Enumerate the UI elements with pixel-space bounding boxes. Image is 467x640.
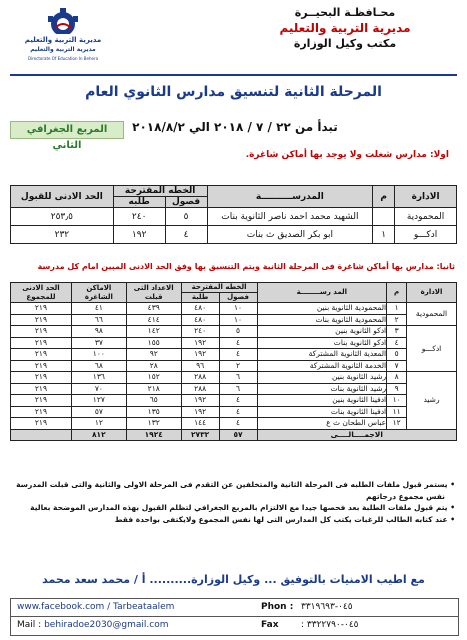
header-classes: فصول	[219, 293, 257, 303]
directorate-name: مديرية التربية والتعليم	[279, 21, 411, 35]
header-classes: فصول	[165, 197, 207, 208]
cell-num: ٢	[387, 314, 407, 326]
table-row	[11, 349, 457, 361]
governorate-name: محـافظـة البحيــرة	[294, 6, 396, 19]
cell-admin: المحمودية	[395, 208, 457, 226]
cell-min: ٢١٩	[11, 418, 72, 430]
total-classes: ٥٧	[219, 429, 257, 441]
cell-vacant: ٧٠	[71, 383, 126, 395]
cell-min: ٢٣٢	[11, 226, 114, 244]
cell-vacant: ٦٨	[71, 360, 126, 372]
cell-num: ٧	[387, 360, 407, 372]
total-min	[11, 429, 72, 441]
mail-address[interactable]: behiradoe2030@gmail.com	[44, 620, 169, 630]
cell-min: ٢١٩	[11, 337, 72, 349]
cell-school: المحمودية الثانوية بنات	[257, 314, 387, 326]
cell-vacant: ٦٦	[71, 314, 126, 326]
logo-title: مديرية التربية والتعليم	[24, 36, 102, 44]
total-accepted: ١٩٢٤	[126, 429, 181, 441]
cell-students: ٢٤٠	[113, 208, 165, 226]
table-row	[11, 418, 457, 430]
header-divider	[10, 74, 457, 76]
list-item: • يستمر قبول ملفات الطلبه فى المرحلة الثانية والمتخلفين عن التقدم فى المرحلة الاولى والثانية والتى قبلت المدرسة	[15, 479, 455, 491]
cell-min: ٢١٩	[11, 314, 72, 326]
cell-vacant: ١٠٠	[71, 349, 126, 361]
total-students: ٢٧٣٢	[181, 429, 219, 441]
directorate-logo	[18, 6, 108, 70]
list-item: • عند كتابه الطالب للرغبات يكتب كل المدارس التى لها نفس المجموع ولايكتفى بواحدة فقط	[15, 514, 455, 526]
cell-students: ٢٨٨	[181, 372, 219, 384]
table-row	[11, 226, 457, 244]
cell-students: ١٩٢	[181, 406, 219, 418]
cell-students: ٤٨٠	[181, 303, 219, 315]
cell-min: ٢١٩	[11, 383, 72, 395]
cell-students: ١٩٢	[181, 349, 219, 361]
cell-vacant: ٩٨	[71, 326, 126, 338]
header-num: م	[373, 186, 395, 208]
cell-school: الخدمة الثانوية المشتركة	[257, 360, 387, 372]
cell-school: رشيد الثانوية بنات	[257, 383, 387, 395]
cell-num: ١٠	[387, 395, 407, 407]
facebook-link[interactable]: www.facebook.com / Tarbeataalem	[17, 602, 175, 612]
cell-school: ادكو الثانوية بنات	[257, 337, 387, 349]
cell-students: ١٤٤	[181, 418, 219, 430]
cell-vacant: ٣٧	[71, 337, 126, 349]
header	[0, 0, 467, 74]
fax-label: Fax	[261, 620, 279, 630]
section-two-note: ثانيا: مدارس بها أماكن شاغرة فى المرحلة الثانية ويتم التنسيق بها وفق الحد الادنى المبين امام كل مدرسة	[37, 262, 455, 271]
notes-list	[15, 479, 455, 525]
header-plan: الخطه المقترحة	[181, 283, 257, 293]
list-item: نفس مجموع درجاتهم	[366, 491, 445, 501]
cell-min: ٢١٩	[11, 395, 72, 407]
signature-line: مع اطيب الامنيات بالتوفيق ... وكيل الوزارة.......... أ / محمد سعد محمد	[42, 573, 425, 586]
cell-min: ٢١٩	[11, 360, 72, 372]
cell-students: ٢٨٨	[181, 383, 219, 395]
cell-accepted: ٤١٤	[126, 314, 181, 326]
cell-classes: ٤	[219, 395, 257, 407]
cell-students: ١٩٢	[181, 395, 219, 407]
cell-num: ٥	[387, 349, 407, 361]
header-text	[245, 6, 445, 50]
table-row	[11, 208, 457, 226]
cell-classes: ٤	[219, 418, 257, 430]
header-vacant: الاماكن الشاغرة	[71, 283, 126, 303]
cell-num: ٩	[387, 383, 407, 395]
cell-min: ٢١٩	[11, 326, 72, 338]
list-item: • يتم قبول ملفات الطلبة بعد فحصها جيدا مع الالتزام بالمربع الجغرافي لتظلم القبول بهذه المدارس الموضحة بعالية	[15, 502, 455, 514]
cell-classes: ٥	[165, 208, 207, 226]
cell-students: ٢٤٠	[181, 326, 219, 338]
geo-box-label: المربع الجغرافي الثاني	[10, 121, 124, 139]
cell-num: ١	[373, 226, 395, 244]
phone-label: Phon :	[261, 602, 294, 612]
mail-label: Mail :	[17, 620, 42, 630]
office-name: مكتب وكيل الوزارة	[293, 37, 397, 50]
cell-students: ١٩٢	[113, 226, 165, 244]
phone-number: ٠٤٥-٣٣١٩٦٩٣	[301, 602, 353, 612]
logo-subtitle: مديرية التربية والتعليم	[30, 46, 96, 53]
table-row	[11, 406, 457, 418]
cell-classes: ٤	[219, 337, 257, 349]
cell-accepted: ٤٣٩	[126, 303, 181, 315]
cell-school: ادكو الثانوية بنين	[257, 326, 387, 338]
cell-school: رشيد الثانوية بنين	[257, 372, 387, 384]
cell-accepted: ١٥٢	[126, 372, 181, 384]
cell-students: ١٩٢	[181, 337, 219, 349]
table-row	[11, 314, 457, 326]
cell-classes: ٤	[219, 349, 257, 361]
cell-students: ٤٨٠	[181, 314, 219, 326]
table-row	[11, 372, 457, 384]
cell-classes: ١٠	[219, 303, 257, 315]
cell-num: ١١	[387, 406, 407, 418]
header-admin: الادارة	[407, 283, 457, 303]
logo-english: Directorate Of Education In Behera	[27, 56, 99, 61]
total-label: الاجمــــالــــى	[257, 429, 456, 441]
total-row	[11, 429, 457, 441]
page-title: المرحلة الثانية لتنسيق مدارس الثانوي العام	[85, 84, 382, 100]
vacant-schools-table	[10, 282, 457, 441]
cell-admin: ادكـــو	[395, 226, 457, 244]
total-vacant: ٨١٢	[71, 429, 126, 441]
header-min: الحد الادنى للقبول	[11, 186, 114, 208]
cell-vacant: ١٢	[71, 418, 126, 430]
header-students: طلبة	[181, 293, 219, 303]
date-range: تبدأ من ٢٢ / ٧ / ٢٠١٨ الي ٢٠١٨/٨/٢	[132, 120, 338, 134]
cell-num: ٣	[387, 326, 407, 338]
cell-accepted: ١٣٢	[126, 418, 181, 430]
cell-school: ادفينا الثانوية بنين	[257, 395, 387, 407]
cell-school: عباس الطحان ث ع	[257, 418, 387, 430]
cell-num: ١	[387, 303, 407, 315]
cell-school: ابو بكر الصديق ث بنات	[207, 226, 373, 244]
cell-admin: المحمودية	[407, 303, 457, 326]
cell-school: المعدية الثانوية المشتركة	[257, 349, 387, 361]
table-row	[11, 383, 457, 395]
cell-min: ٢١٩	[11, 303, 72, 315]
cell-num: ١٢	[387, 418, 407, 430]
cell-accepted: ٦٥	[126, 395, 181, 407]
cell-classes: ٤	[165, 226, 207, 244]
cell-vacant: ١٢٧	[71, 395, 126, 407]
table-row	[11, 395, 457, 407]
section-one-note: اولا: مدارس شغلت ولا يوجد بها أماكن شاغرة.	[245, 150, 449, 160]
cell-accepted: ٢٨	[126, 360, 181, 372]
cell-classes: ٤	[219, 406, 257, 418]
cell-accepted: ١٣٥	[126, 406, 181, 418]
gear-logo-icon	[43, 6, 83, 34]
full-schools-table	[10, 185, 457, 244]
cell-classes: ٥	[219, 326, 257, 338]
table-row	[11, 303, 457, 315]
cell-classes: ٦	[219, 383, 257, 395]
contact-footer	[10, 598, 459, 636]
cell-min: ٢١٩	[11, 349, 72, 361]
cell-students: ٩٦	[181, 360, 219, 372]
cell-classes: ١٠	[219, 314, 257, 326]
cell-min: ٢١٩	[11, 372, 72, 384]
cell-accepted: ١٤٢	[126, 326, 181, 338]
header-admin: الادارة	[395, 186, 457, 208]
cell-min: ٢١٩	[11, 406, 72, 418]
cell-school: الشهيد محمد احمد ناصر الثانوية بنات	[207, 208, 373, 226]
table-row	[11, 337, 457, 349]
header-school: المد رســــــــة	[257, 283, 387, 303]
cell-min: ٢٥٣٫٥	[11, 208, 114, 226]
header-plan: الخطه المقترحة	[113, 186, 207, 197]
cell-num: ٨	[387, 372, 407, 384]
header-accepted: الاعداد التى قبلت	[126, 283, 181, 303]
cell-classes: ٢	[219, 360, 257, 372]
cell-school: المحمودية الثانوية بنين	[257, 303, 387, 315]
cell-classes: ٦	[219, 372, 257, 384]
cell-admin: ادكـــو	[407, 326, 457, 372]
table-row	[11, 360, 457, 372]
cell-vacant: ٤١	[71, 303, 126, 315]
header-min: الحد الادنى للمجموع	[11, 283, 72, 303]
header-school: المدرســــــــــة	[207, 186, 373, 208]
cell-accepted: ٩٢	[126, 349, 181, 361]
cell-admin: رشيد	[407, 372, 457, 430]
cell-num	[373, 208, 395, 226]
cell-school: ادفينا الثانوية بنات	[257, 406, 387, 418]
cell-vacant: ٥٧	[71, 406, 126, 418]
header-num: م	[387, 283, 407, 303]
fax-number: : ٠٤٥-٣٣٢٢٧٩٠	[301, 620, 359, 630]
cell-accepted: ٢١٨	[126, 383, 181, 395]
table-row	[11, 326, 457, 338]
header-students: طلبه	[113, 197, 165, 208]
cell-vacant: ١٣٦	[71, 372, 126, 384]
cell-num: ٤	[387, 337, 407, 349]
cell-accepted: ١٥٥	[126, 337, 181, 349]
